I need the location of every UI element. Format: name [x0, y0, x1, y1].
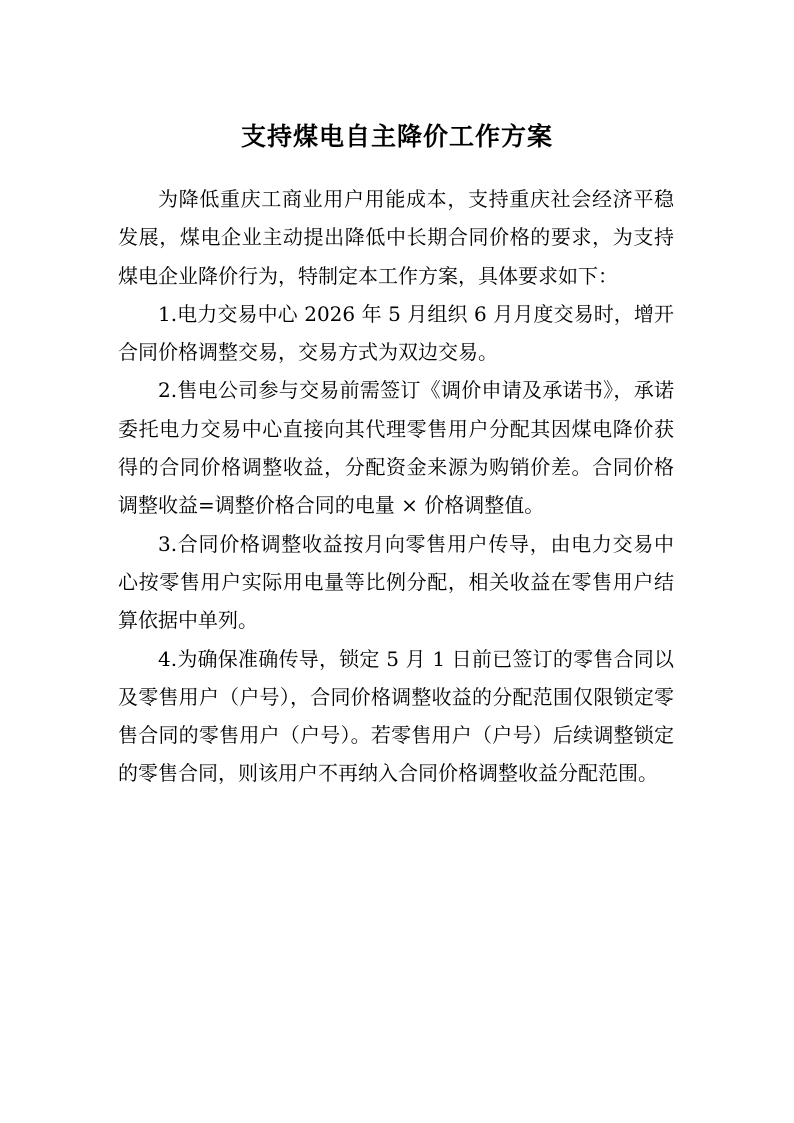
document-body [118, 180, 674, 793]
clause-1-paragraph: 1.电力交易中心 2026 年 5 月组织 6 月月度交易时，增开合同价格调整交易，交易方式为双边交易。 [118, 301, 674, 365]
clause-3-paragraph: 3.合同价格调整收益按月向零售用户传导，由电力交易中心按零售用户实际用电量等比例分配，相关收益在零售用户结算依据中单列。 [118, 531, 674, 633]
intro-paragraph: 为降低重庆工商业用户用能成本，支持重庆社会经济平稳发展，煤电企业主动提出降低中长期合同价格的要求，为支持煤电企业降价行为，特制定本工作方案，具体要求如下： [118, 187, 674, 288]
clause-2-paragraph: 2.售电公司参与交易前需签订《调价申请及承诺书》，承诺委托电力交易中心直接向其代理零售用户分配其因煤电降价获得的合同价格调整收益，分配资金来源为购销价差。合同价格调整收益=调整价格合同的电量 × 价格调整值。 [118, 378, 674, 518]
clause-4-paragraph: 4.为确保准确传导，锁定 5 月 1 日前已签订的零售合同以及零售用户（户号），合同价格调整收益的分配范围仅限锁定零售合同的零售用户（户号）。若零售用户（户号）后续调整锁定的零售合同，则该用户不再纳入合同价格调整收益分配范围。 [118, 646, 674, 786]
document-title: 支持煤电自主降价工作方案 [240, 122, 553, 151]
